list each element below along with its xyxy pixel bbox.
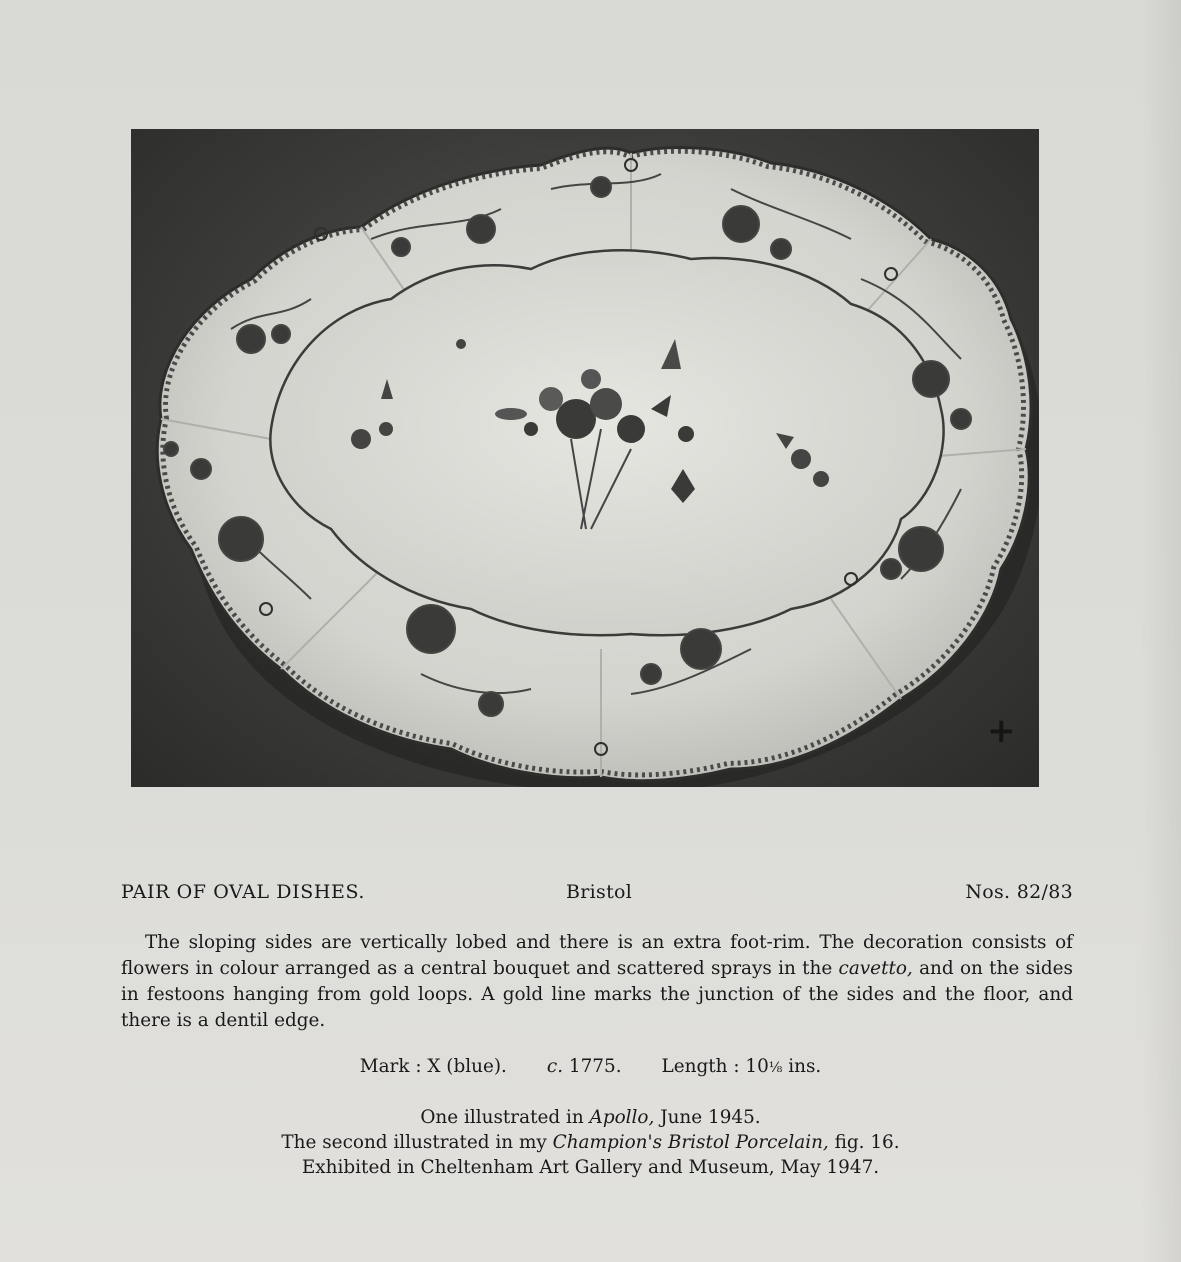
length-label: Length : 10: [661, 1056, 769, 1077]
oval-dish-illustration: [131, 129, 1039, 787]
length-unit: ins.: [782, 1056, 822, 1077]
length-fraction: ⅛: [768, 1060, 783, 1076]
caption-numbers: Nos. 82/83: [965, 881, 1073, 903]
description-text-2: and on the sides in festoons hanging from gold loops. A gold line marks the junction of the sides and the floor, and there is a dentil edge.: [121, 958, 1073, 1031]
description-text-1: The sloping sides are vertically lobed and there is an extra foot-rim. The decoration consists of flowers in colour arranged as a central bouquet and scattered sprays in the: [121, 932, 1073, 979]
caption-heading: [121, 881, 1073, 909]
caption-title: PAIR OF OVAL DISHES.: [121, 881, 366, 903]
ref1-italic: Apollo,: [589, 1107, 655, 1128]
reference-line-1: [0, 1105, 1181, 1130]
date-text: 1775.: [563, 1056, 622, 1077]
caption-factory: Bristol: [566, 881, 633, 903]
ref1-suffix: June 1945.: [654, 1107, 761, 1128]
reference-line-2: [0, 1130, 1181, 1155]
dish-photograph: [131, 129, 1039, 787]
mark-text: Mark : X (blue).: [359, 1056, 507, 1077]
ref2-suffix: fig. 16.: [828, 1132, 900, 1153]
ref2-prefix: The second illustrated in my: [281, 1132, 553, 1153]
description-paragraph: [121, 930, 1073, 1034]
photo-mark: +: [987, 711, 1016, 751]
description-italic-term: cavetto,: [838, 958, 913, 979]
ref2-italic: Champion's Bristol Porcelain,: [552, 1132, 829, 1153]
references-block: [0, 1105, 1181, 1180]
date-prefix: c.: [546, 1056, 564, 1077]
ref1-prefix: One illustrated in: [420, 1107, 590, 1128]
reference-line-3: Exhibited in Cheltenham Art Gallery and Museum, May 1947.: [301, 1157, 880, 1178]
details-line: [0, 1056, 1181, 1077]
